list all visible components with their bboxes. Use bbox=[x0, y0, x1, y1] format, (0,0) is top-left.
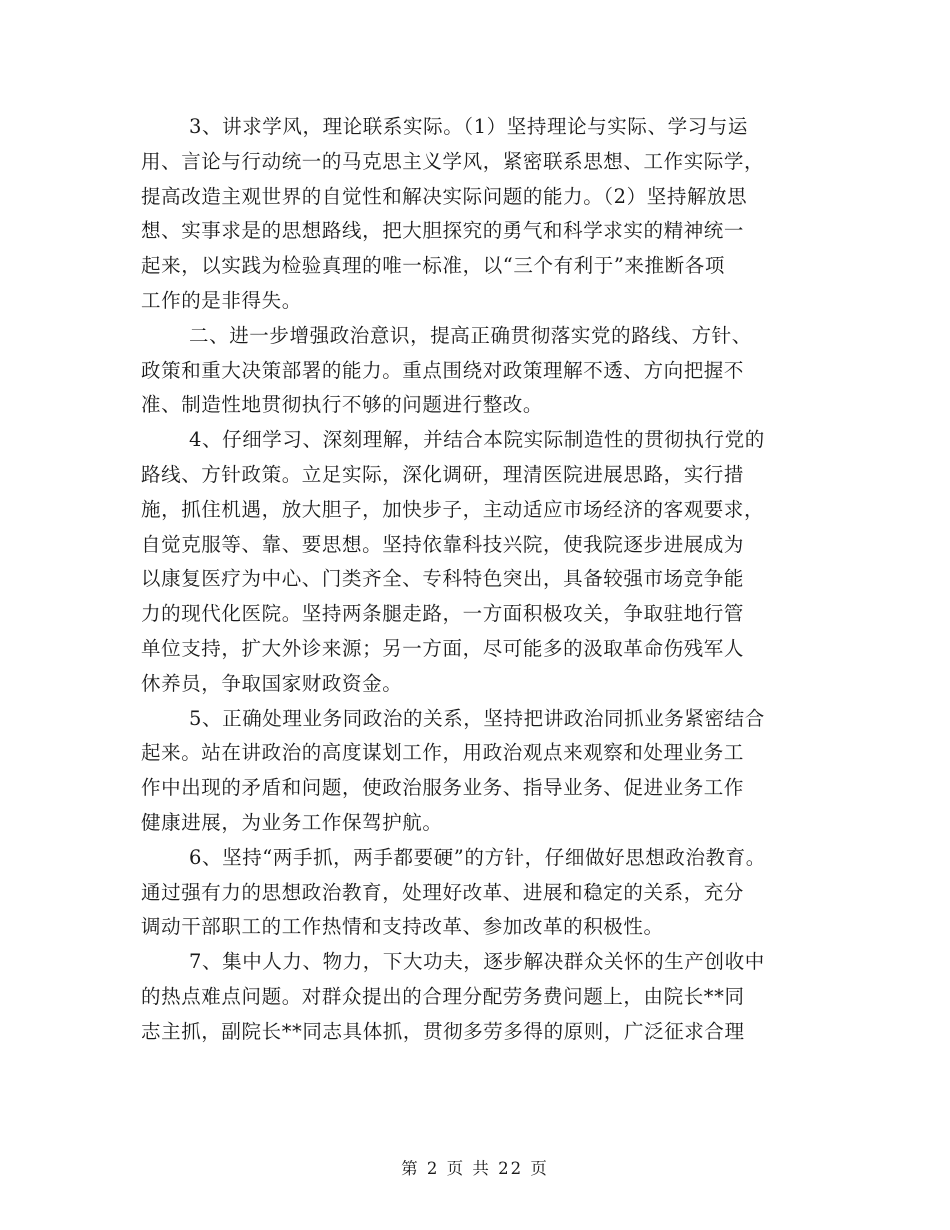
text-line: 施，抓住机遇，放大胆子，加快步子，主动适应市场经济的客观要求， bbox=[141, 497, 765, 521]
text-line: 用、言论与行动统一的马克思主义学风，紧密联系思想、工作实际学， bbox=[141, 149, 765, 173]
text-line: 4、仔细学习、深刻理解，并结合本院实际制造性的贯彻执行党的 bbox=[189, 428, 765, 452]
text-line: 想、实事求是的思想路线，把大胆探究的勇气和科学求实的精神统一 bbox=[141, 219, 745, 243]
text-line: 政策和重大决策部署的能力。重点围绕对政策理解不透、方向把握不 bbox=[141, 358, 745, 382]
text-line: 以康复医疗为中心、门类齐全、专科特色突出，具备较强市场竞争能 bbox=[141, 567, 745, 591]
text-line: 健康进展，为业务工作保驾护航。 bbox=[141, 810, 443, 834]
text-line: 6、坚持“两手抓，两手都要硬”的方针，仔细做好思想政治教育。 bbox=[189, 845, 766, 869]
text-line: 3、讲求学风，理论联系实际。（1）坚持理论与实际、学习与运 bbox=[189, 115, 748, 138]
text-line: 的热点难点问题。对群众提出的合理分配劳务费问题上，由院长**同 bbox=[141, 984, 745, 1008]
text-line: 起来。站在讲政治的高度谋划工作，用政治观点来观察和处理业务工 bbox=[141, 741, 745, 765]
text-line: 工作的是非得失。 bbox=[141, 288, 302, 312]
text-line: 5、正确处理业务同政治的关系，坚持把讲政治同抓业务紧密结合 bbox=[189, 706, 765, 730]
text-line: 调动干部职工的工作热情和支持改革、参加改革的积极性。 bbox=[141, 915, 664, 939]
text-line: 单位支持，扩大外诊来源；另一方面，尽可能多的汲取革命伤残军人 bbox=[141, 636, 745, 660]
text-line: 作中出现的矛盾和问题，使政治服务业务、指导业务、促进业务工作 bbox=[141, 776, 745, 800]
text-line: 力的现代化医院。坚持两条腿走路，一方面积极攻关，争取驻地行管 bbox=[141, 602, 745, 626]
text-line: 起来，以实践为检验真理的唯一标准，以“三个有利于”来推断各项 bbox=[141, 254, 725, 278]
text-line: 二、进一步增强政治意识，提高正确贯彻落实党的路线、方针、 bbox=[189, 323, 752, 347]
text-line: 自觉克服等、靠、要思想。坚持依靠科技兴院，使我院逐步进展成为 bbox=[141, 532, 745, 556]
document-body bbox=[141, 110, 811, 1050]
text-line: 准、制造性地贯彻执行不够的问题进行整改。 bbox=[141, 393, 544, 417]
text-line: 通过强有力的思想政治教育，处理好改革、进展和稳定的关系，充分 bbox=[141, 880, 745, 904]
page-number-footer: 第 2 页 共 22 页 bbox=[401, 1159, 549, 1178]
text-line: 志主抓，副院长**同志具体抓，贯彻多劳多得的原则，广泛征求合理 bbox=[141, 1019, 745, 1043]
text-line: 休养员，争取国家财政资金。 bbox=[141, 671, 403, 695]
text-line: 路线、方针政策。立足实际，深化调研，理清医院进展思路，实行措 bbox=[141, 462, 745, 486]
text-line: 7、集中人力、物力，下大功夫，逐步解决群众关怀的生产创收中 bbox=[189, 950, 765, 974]
text-line: 提高改造主观世界的自觉性和解决实际问题的能力。（2）坚持解放思 bbox=[141, 184, 748, 208]
